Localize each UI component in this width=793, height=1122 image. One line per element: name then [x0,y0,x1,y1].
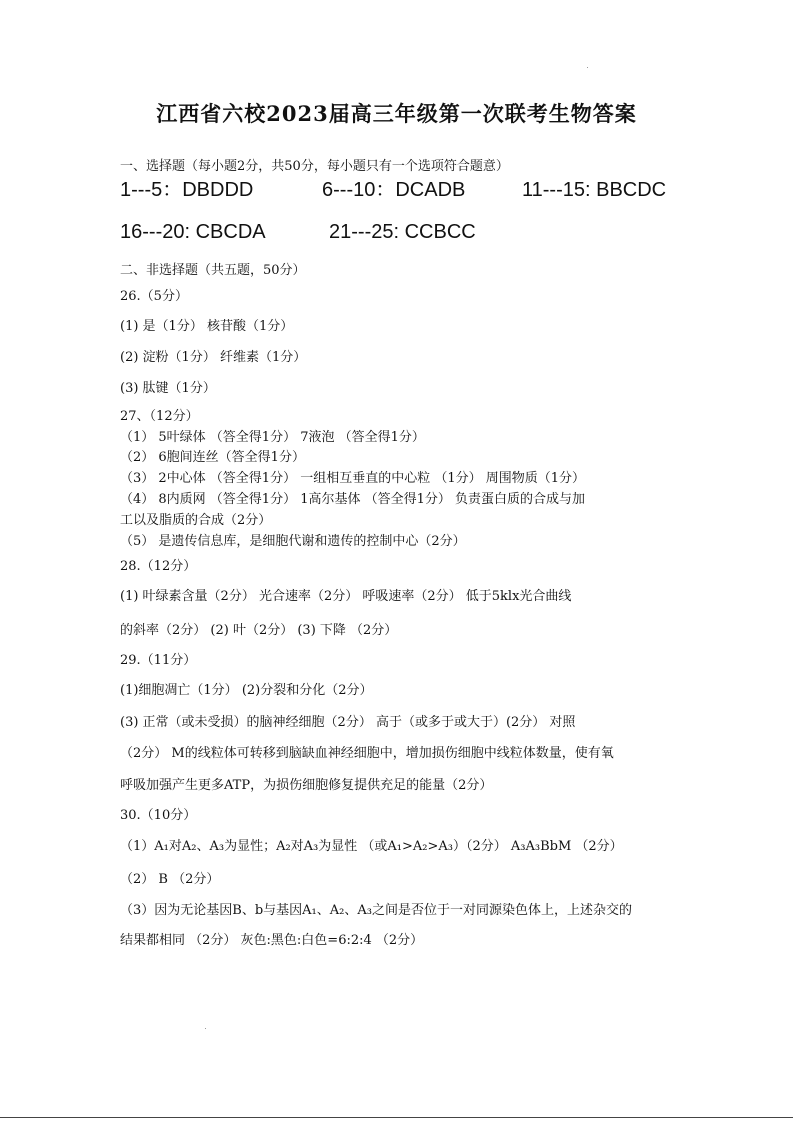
q27-answer-5: （5） 是遗传信息库，是细胞代谢和遗传的控制中心（2分） [120,534,466,549]
q28-answer-1: (1) 叶绿素含量（2分） 光合速率（2分） 呼吸速率（2分） 低于5klx光合曲线 [120,589,572,604]
scan-speck [205,1028,206,1029]
section-2-heading: 二、非选择题（共五题，50分） [120,263,306,278]
q26-heading: 26.（5分） [120,289,188,304]
scan-speck [587,67,588,68]
q30-heading: 30.（10分） [120,808,197,823]
q28-heading: 28.（12分） [120,559,197,574]
q27-answer-1: （1） 5叶绿体 （答全得1分） 7液泡 （答全得1分） [120,430,425,445]
q27-answer-4-cont: 工以及脂质的合成（2分） [120,513,272,528]
q26-answer-2: (2) 淀粉（1分） 纤维素（1分） [120,350,307,365]
q30-answer-1: （1）A₁对A₂、A₃为显性；A₂对A₃为显性 （或A₁>A₂>A₃）（2分） A₃A₃BbM （2分） [120,839,623,854]
page-bottom-border [0,1117,793,1118]
answer-group-21-25: 21---25: CCBCC [329,221,476,243]
q30-answer-2: （2） B （2分） [120,872,220,887]
q29-answer-1-2: (1)细胞凋亡（1分） (2)分裂和分化（2分） [120,683,373,698]
q29-heading: 29.（11分） [120,653,197,668]
q26-answer-3: (3) 肽键（1分） [120,381,216,396]
answer-group-1-5: 1---5：DBDDD [120,179,254,201]
page-title: 江西省六校2023届高三年级第一次联考生物答案 [156,101,637,126]
q28-answer-1-cont: 的斜率（2分） (2) 叶（2分） (3) 下降 （2分） [120,623,398,638]
answer-group-16-20: 16---20: CBCDA [120,221,266,243]
q29-answer-3: (3) 正常（或未受损）的脑神经细胞（2分） 高于（或多于或大于）(2分） 对照 [120,715,576,730]
answer-group-11-15: 11---15: BBCDC [522,179,667,201]
q29-answer-3-end: 呼吸加强产生更多ATP，为损伤细胞修复提供充足的能量（2分） [120,778,493,793]
section-1-heading: 一、选择题（每小题2分，共50分，每小题只有一个选项符合题意） [120,159,509,174]
q27-answer-2: （2） 6胞间连丝（答全得1分） [120,450,305,465]
q26-answer-1: (1) 是（1分） 核苷酸（1分） [120,319,294,334]
q30-answer-3-cont: 结果都相同 （2分） 灰色:黑色:白色=6:2:4 （2分） [120,933,424,948]
q29-answer-3-cont: （2分） M的线粒体可转移到脑缺血神经细胞中，增加损伤细胞中线粒体数量，使有氧 [120,746,614,761]
q27-answer-4: （4） 8内质网 （答全得1分） 1高尔基体 （答全得1分） 负责蛋白质的合成与加 [120,492,586,507]
q27-heading: 27、（12分） [120,409,199,424]
q27-answer-3: （3） 2中心体 （答全得1分） 一组相互垂直的中心粒 （1分） 周围物质（1分） [120,471,586,486]
answer-group-6-10: 6---10：DCADB [322,179,466,201]
q30-answer-3: （3）因为无论基因B、b与基因A₁、A₂、A₃之间是否位于一对同源染色体上，上述杂交的 [120,903,632,918]
